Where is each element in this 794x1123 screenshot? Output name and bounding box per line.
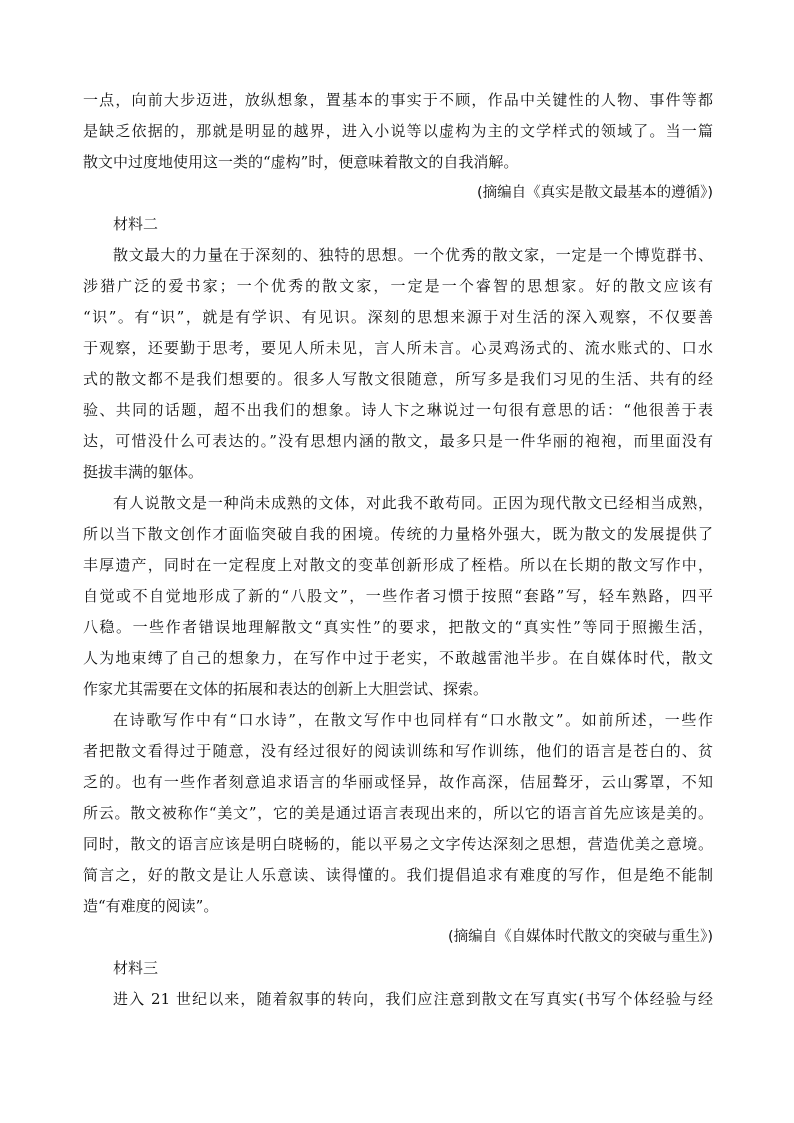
document-page — [83, 90, 713, 1020]
text-line: 散文最大的力量在于深刻的、独特的思想。一个优秀的散文家，一定是一个博览群书、 — [113, 246, 713, 264]
text-line: 所以当下散文创作才面临突破自我的困境。传统的力量格外强大，既为散文的发展提供了 — [83, 525, 713, 543]
text-line: 在诗歌写作中有“口水诗”，在散文写作中也同样有“口水散文”。如前所述，一些作 — [113, 711, 713, 729]
text-line: 达，可惜没什么可表达的。”没有思想内涵的散文，最多只是一件华丽的袍袍，而里面没有 — [83, 432, 713, 450]
text-line: 挺拔丰满的躯体。 — [83, 463, 204, 481]
text-line: 涉猎广泛的爱书家；一个优秀的散文家，一定是一个睿智的思想家。好的散文应该有 — [83, 277, 713, 295]
source-citation-2: (摘编自《自媒体时代散文的突破与重生》) — [447, 929, 713, 945]
text-line: 人为地束缚了自己的想象力，在写作中过于老实，不敢越雷池半步。在自媒体时代，散文 — [83, 649, 713, 667]
text-line: 同时，散文的语言应该是明白晓畅的，能以平易之文字传达深刻之思想，营造优美之意境。 — [83, 835, 713, 853]
text-line: 作家尤其需要在文体的拓展和表达的创新上大胆尝试、探索。 — [83, 680, 489, 698]
text-line: 于观察，还要勤于思考，要见人所未见，言人所未言。心灵鸡汤式的、流水账式的、口水 — [83, 339, 713, 357]
text-line: “识”。有“识”，就是有学识、有见识。深刻的思想来源于对生活的深入观察，不仅要善 — [83, 308, 713, 326]
text-line: 丰厚遗产，同时在一定程度上对散文的变革创新形成了桎梏。所以在长期的散文写作中， — [83, 556, 713, 574]
text-line: 验、共同的话题，超不出我们的想象。诗人卞之琳说过一句很有意思的话：“他很善于表 — [83, 401, 713, 419]
text-line: 乏的。也有一些作者刻意追求语言的华丽或怪异，故作高深，佶屈聱牙，云山雾罩，不知 — [83, 773, 713, 791]
text-line: 八稳。一些作者错误地理解散文“真实性”的要求，把散文的“真实性”等同于照搬生活， — [83, 618, 713, 636]
text-line: 一点，向前大步迈进，放纵想象，置基本的事实于不顾，作品中关键性的人物、事件等都 — [83, 91, 713, 109]
text-line: 散文中过度地使用这一类的“虚构”时，便意味着散文的自我消解。 — [83, 153, 519, 171]
material-2-paragraph-3 — [83, 710, 713, 916]
section-heading-material-3: 材料三 — [113, 959, 159, 977]
text-line: 自觉或不自觉地形成了新的“八股文”，一些作者习惯于按照“套路”写，轻车熟路，四平 — [83, 587, 713, 605]
source-citation-1: (摘编自《真实是散文最基本的遵循》) — [476, 185, 713, 201]
material-2-paragraph-2 — [83, 493, 713, 699]
text-line: 简言之，好的散文是让人乐意读、读得懂的。我们提倡追求有难度的写作，但是绝不能制 — [83, 866, 713, 884]
section-heading-material-2: 材料二 — [113, 215, 159, 233]
text-line: 式的散文都不是我们想要的。很多人写散文很随意，所写多是我们习见的生活、共有的经 — [83, 370, 713, 388]
text-line: 造“有难度的阅读”。 — [83, 897, 219, 915]
text-line: 有人说散文是一种尚未成熟的文体，对此我不敢苟同。正因为现代散文已经相当成熟， — [113, 494, 713, 512]
text-line: 者把散文看得过于随意，没有经过很好的阅读训练和写作训练，他们的语言是苍白的、贫 — [83, 742, 713, 760]
text-line: 是缺乏依据的，那就是明显的越界，进入小说等以虚构为主的文学样式的领域了。当一篇 — [83, 122, 713, 140]
text-line: 所云。散文被称作“美文”，它的美是通过语言表现出来的，所以它的语言首先应该是美的。 — [83, 804, 713, 822]
material-3-paragraph-1 — [83, 989, 713, 1009]
intro-paragraph — [83, 90, 713, 172]
text-line: 进入 21 世纪以来，随着叙事的转向，我们应注意到散文在写真实(书写个体经验与经 — [113, 990, 713, 1008]
material-2-paragraph-1 — [83, 245, 713, 482]
